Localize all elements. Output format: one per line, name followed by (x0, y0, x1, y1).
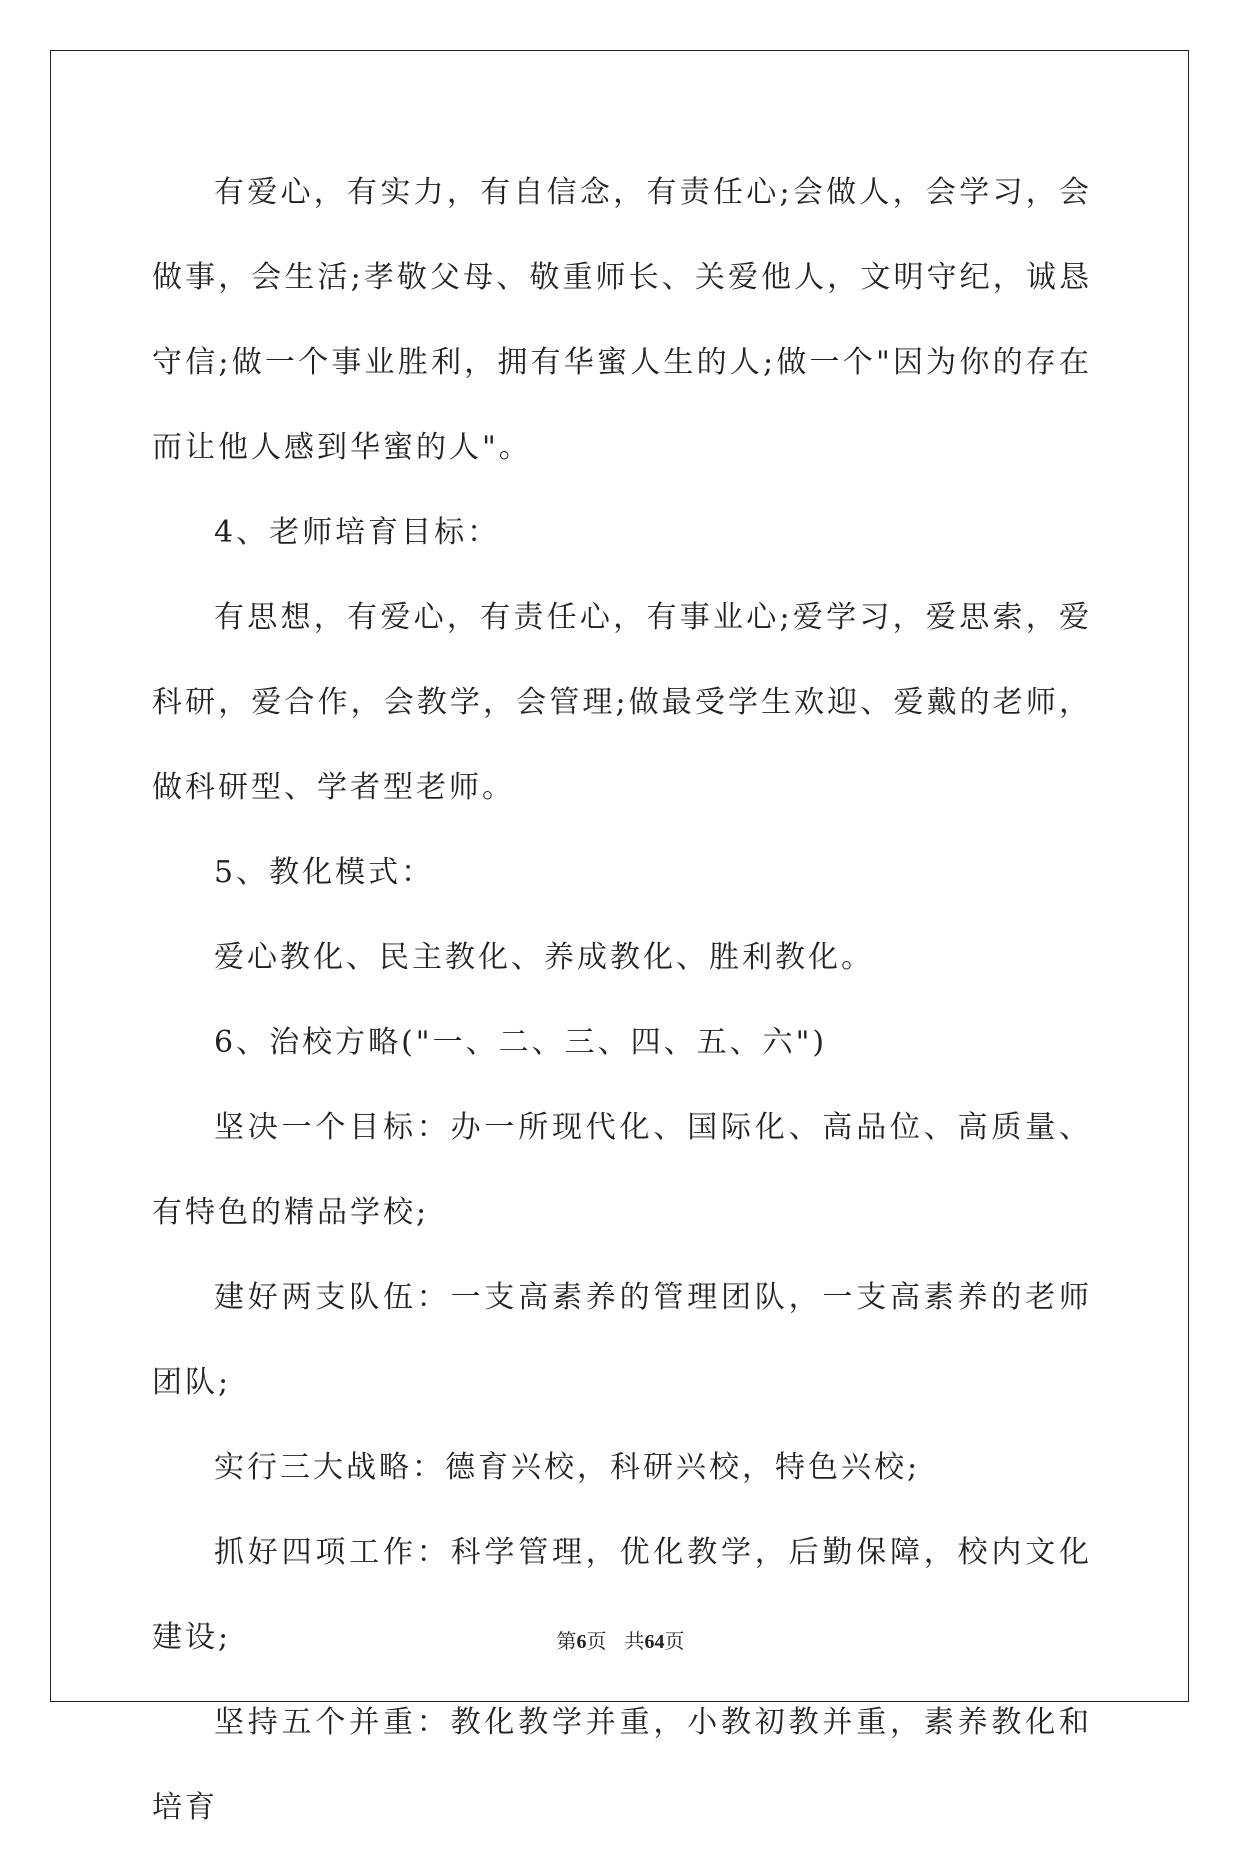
section-heading: 6、治校方略("一、二、三、四、五、六") (214, 1025, 828, 1060)
footer-total-prefix: 共 (624, 1631, 645, 1653)
paragraph: 坚决一个目标：办一所现代化、国际化、高品位、高质量、有特色的精品学校; (152, 1110, 1092, 1230)
paragraph: 抓好四项工作：科学管理，优化教学，后勤保障，校内文化建设; (152, 1535, 1092, 1655)
total-page-count: 64 (644, 1631, 665, 1653)
paragraph: 建好两支队伍：一支高素养的管理团队，一支高素养的老师团队; (152, 1280, 1092, 1400)
footer-total-suffix: 页 (664, 1631, 685, 1653)
footer-prefix: 第 (556, 1631, 577, 1653)
current-page-number: 6 (576, 1631, 587, 1653)
page-footer (0, 1625, 1241, 1654)
document-body (152, 150, 1092, 1850)
paragraph: 坚持五个并重：教化教学并重，小教初教并重，素养教化和培育 (152, 1705, 1092, 1825)
section-heading: 4、老师培育目标： (214, 515, 501, 550)
footer-page-suffix: 页 (586, 1631, 607, 1653)
paragraph: 有爱心，有实力，有自信念，有责任心;会做人，会学习，会做事，会生活;孝敬父母、敬重师长、关爱他人，文明守纪，诚恳守信;做一个事业胜利，拥有华蜜人生的人;做一个"因为你的存在而让他人感到华蜜的人"。 (152, 175, 1092, 465)
section-heading: 5、教化模式： (214, 855, 435, 890)
paragraph: 有思想，有爱心，有责任心，有事业心;爱学习，爱思索，爱科研，爱合作，会教学，会管理;做最受学生欢迎、爱戴的老师，做科研型、学者型老师。 (152, 600, 1092, 805)
paragraph: 爱心教化、民主教化、养成教化、胜利教化。 (214, 940, 874, 975)
paragraph: 实行三大战略：德育兴校，科研兴校，特色兴校; (214, 1450, 921, 1485)
